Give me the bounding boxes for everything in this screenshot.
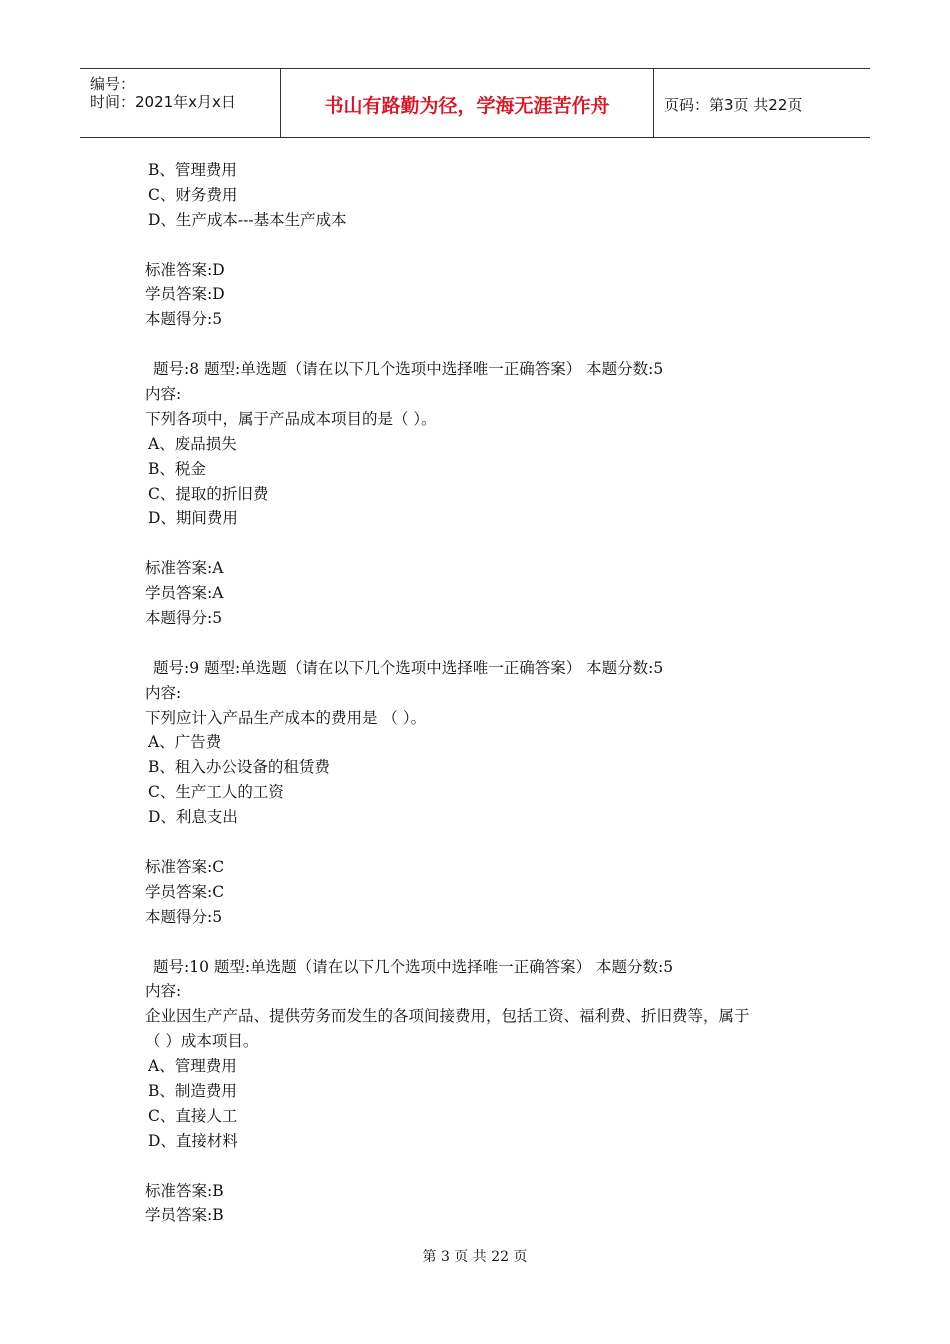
text-line: （ ）成本项目。 [145, 1032, 259, 1051]
header-page-info: 页码：第3页 共22页 [664, 96, 803, 114]
text-line: 下列各项中，属于产品成本项目的是（ ）。 [145, 409, 437, 428]
option-line: D、生产成本---基本生产成本 [148, 210, 347, 229]
option-line: B、制造费用 [148, 1081, 237, 1100]
option-line: C、提取的折旧费 [148, 484, 269, 503]
header-page-cell [654, 69, 870, 137]
option-line: B、税金 [148, 459, 206, 478]
document-number-label: 编号： [90, 75, 136, 93]
header-motto-cell [281, 69, 654, 137]
text-line: 内容: [145, 385, 182, 404]
option-line: C、财务费用 [148, 185, 238, 204]
option-line: B、管理费用 [148, 161, 237, 179]
blank-line [145, 631, 845, 656]
text-line: 学员答案:B [145, 1206, 224, 1225]
question-header: 题号:9 题型:单选题（请在以下几个选项中选择唯一正确答案） 本题分数:5 [153, 658, 664, 677]
text-line: 学员答案:D [145, 285, 225, 304]
text-line: 学员答案:C [145, 882, 225, 901]
option-line: A、废品损失 [148, 434, 237, 453]
text-line: 企业因生产产品、提供劳务而发生的各项间接费用，包括工资、福利费、折旧费等，属于 [145, 1007, 750, 1026]
option-line: B、租入办公设备的租赁费 [148, 758, 330, 777]
blank-line [145, 233, 845, 258]
option-line: D、利息支出 [148, 808, 238, 827]
text-line: 下列应计入产品生产成本的费用是 （ ）。 [145, 708, 427, 727]
page-footer: 第 3 页 共 22 页 [422, 1249, 528, 1265]
text-line: 标准答案:C [145, 857, 225, 876]
document-body [145, 158, 845, 1228]
page-header [80, 68, 870, 138]
text-line: 本题得分:5 [145, 310, 223, 329]
text-line: 本题得分:5 [145, 907, 223, 926]
option-line: A、广告费 [148, 733, 222, 752]
blank-line [145, 531, 845, 556]
question-header: 题号:10 题型:单选题（请在以下几个选项中选择唯一正确答案） 本题分数:5 [153, 957, 674, 976]
option-line: A、管理费用 [148, 1057, 237, 1076]
option-line: D、直接材料 [148, 1131, 238, 1150]
option-line: C、生产工人的工资 [148, 783, 284, 802]
option-line: D、期间费用 [148, 509, 238, 528]
text-line: 标准答案:B [145, 1181, 224, 1200]
blank-line [145, 1154, 845, 1179]
text-line: 内容: [145, 683, 182, 702]
option-line: C、直接人工 [148, 1106, 238, 1125]
text-line: 标准答案:A [145, 559, 224, 578]
text-line: 本题得分:5 [145, 609, 223, 628]
header-meta-cell [80, 69, 281, 137]
text-line: 学员答案:A [145, 584, 224, 603]
blank-line [145, 830, 845, 855]
text-line: 标准答案:D [145, 260, 225, 279]
document-time-label: 时间：2021年x月x日 [90, 93, 236, 111]
text-line: 内容: [145, 982, 182, 1001]
blank-line [145, 332, 845, 357]
question-header: 题号:8 题型:单选题（请在以下几个选项中选择唯一正确答案） 本题分数:5 [153, 360, 664, 379]
blank-line [145, 930, 845, 955]
header-motto: 书山有路勤为径，学海无涯苦作舟 [324, 95, 610, 117]
